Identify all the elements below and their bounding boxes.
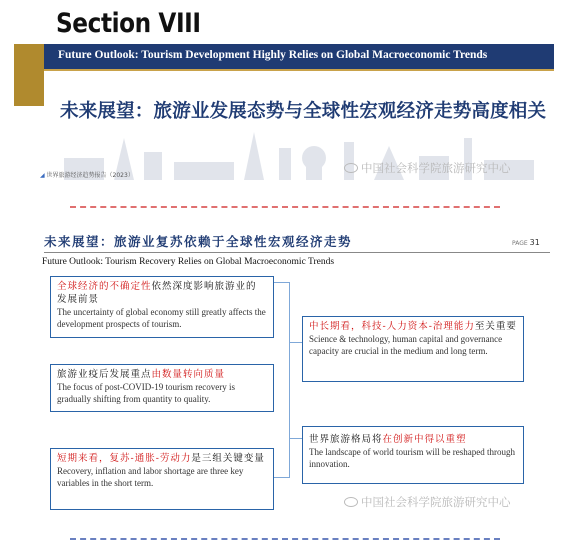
page-number xyxy=(512,238,540,247)
box-innovation-reshape xyxy=(302,426,524,484)
box-en-text: The focus of post-COVID-19 tourism recovery is gradually shifting from quantity to quality. xyxy=(57,382,235,404)
wechat-icon xyxy=(344,497,358,507)
box-short-term-variables xyxy=(50,448,274,510)
slide-section-viii xyxy=(0,0,571,200)
title-banner xyxy=(44,44,554,71)
connector-upper xyxy=(290,342,302,343)
box-quality-shift xyxy=(50,364,274,412)
box-cn-text: 全球经济的不确定性依然深度影响旅游业的发展前景 xyxy=(57,281,257,305)
box-en-text: The landscape of world tourism will be reshaped through innovation. xyxy=(309,447,515,469)
box-cn-text: 短期来看，复苏-通胀-劳动力是三组关键变量 xyxy=(57,453,265,464)
report-footer xyxy=(40,170,134,179)
box-en-text: Recovery, inflation and labor shortage are three key variables in the short term. xyxy=(57,466,244,488)
box-cn-text: 中长期看，科技-人力资本-治理能力至关重要 xyxy=(309,321,517,332)
left-bracket xyxy=(274,282,290,478)
watermark-top xyxy=(344,160,511,176)
box-cn-text: 旅游业疫后发展重点由数量转向质量 xyxy=(57,369,226,380)
gold-accent-bar xyxy=(14,44,44,106)
watermark-text: 中国社会科学院旅游研究中心 xyxy=(361,161,511,175)
box-en-text: The uncertainty of global economy still greatly affects the development prospects of tourism. xyxy=(57,307,266,329)
banner-title-en: Future Outlook: Tourism Development Highly Relies on Global Macroeconomic Trends xyxy=(58,49,488,61)
box-cn-text: 世界旅游格局将在创新中得以重塑 xyxy=(309,434,467,445)
section-title: Section VIII xyxy=(56,8,201,39)
page-number-value: 31 xyxy=(529,238,540,247)
slide-subtitle-en: Future Outlook: Tourism Recovery Relies on Global Macroeconomic Trends xyxy=(42,257,335,267)
title-rule xyxy=(44,252,550,253)
report-logo-icon: ◢ xyxy=(40,172,45,179)
headline-cn: 未来展望：旅游业发展态势与全球性宏观经济走势高度相关 xyxy=(60,101,547,122)
slide-divider-top xyxy=(70,206,500,208)
box-en-text: Science & technology, human capital and governance capacity are crucial in the medium and long term. xyxy=(309,334,503,356)
slide-divider-bottom xyxy=(70,538,500,540)
watermark-bottom xyxy=(344,494,511,510)
box-mid-long-term xyxy=(302,316,524,382)
box-global-uncertainty xyxy=(50,276,274,338)
page-label: PAGE xyxy=(512,240,528,247)
slide-title-cn: 未来展望：旅游业复苏依赖于全球性宏观经济走势 xyxy=(44,234,353,249)
wechat-icon xyxy=(344,163,358,173)
connector-lower xyxy=(290,438,302,439)
report-name: 世界旅游经济趋势报告（2023） xyxy=(46,172,134,179)
slide-page-31 xyxy=(14,222,554,522)
watermark-text: 中国社会科学院旅游研究中心 xyxy=(361,495,511,509)
